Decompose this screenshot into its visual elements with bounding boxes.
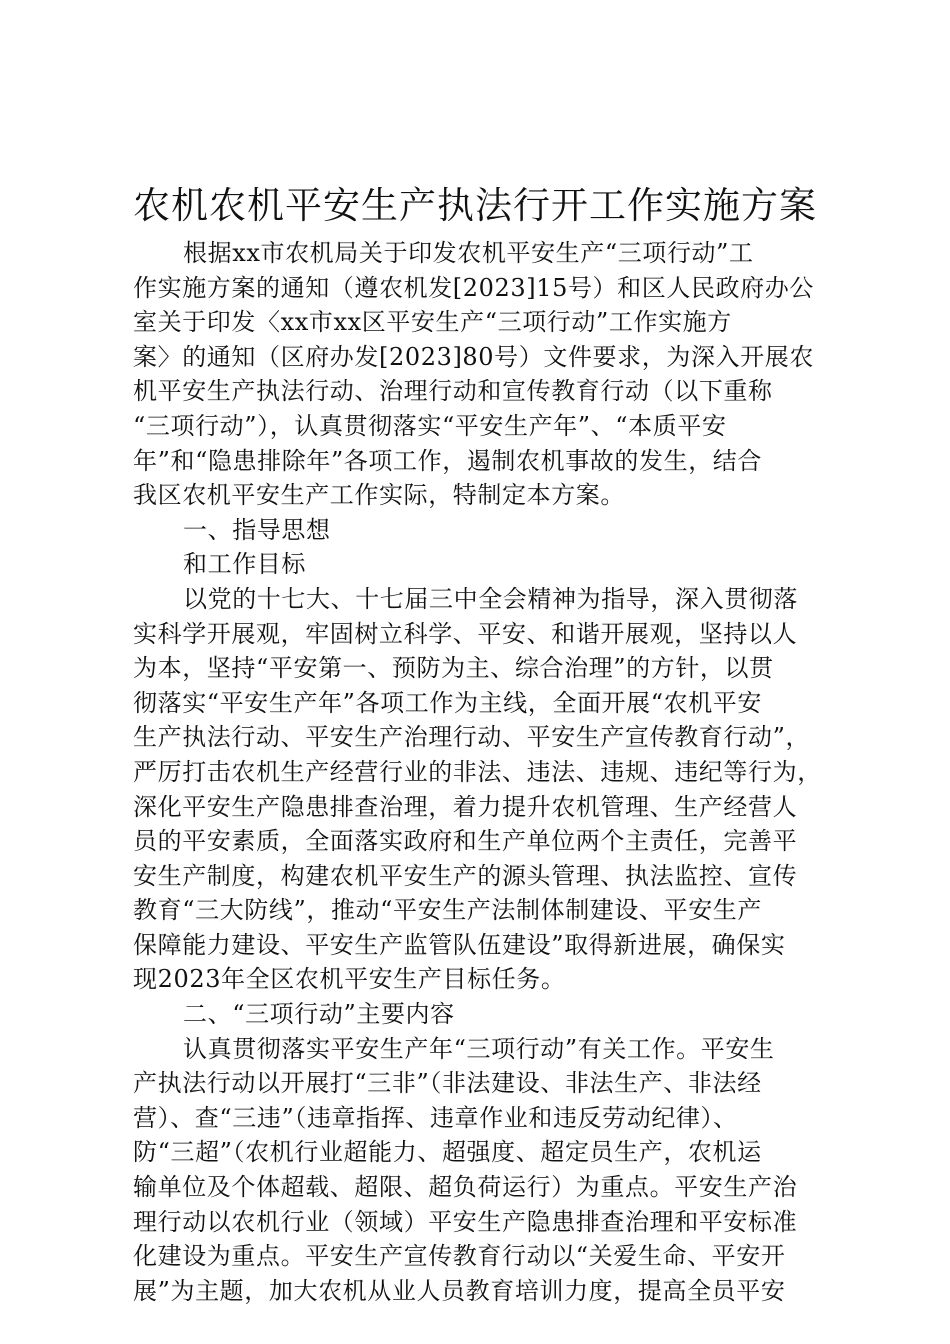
text-line: 营）、查“三违”（违章指挥、违章作业和违反劳动纪律）、 xyxy=(133,1103,738,1132)
document-title: 农机农机平安生产执法行开工作实施方案 xyxy=(133,184,817,227)
text-line: 教育“三大防线”，推动“平安生产法制体制建设、平安生产 xyxy=(133,896,763,925)
text-line: 产执法行动以开展打“三非”（非法建设、非法生产、非法经 xyxy=(133,1069,762,1098)
text-line: 作实施方案的通知（遵农机发[2023]15号）和区人民政府办公 xyxy=(133,273,814,302)
text-line: 为本，坚持“平安第一、预防为主、综合治理”的方针，以贯 xyxy=(133,654,774,683)
text-line: 实科学开展观，牢固树立科学、平安、和谐开展观，坚持以人 xyxy=(133,619,798,648)
text-line: 案〉的通知（区府办发[2023]80号）文件要求，为深入开展农 xyxy=(133,342,814,371)
text-line: 年”和“隐患排除年”各项工作，遏制农机事故的发生，结合 xyxy=(133,446,763,475)
text-line: 化建设为重点。平安生产宣传教育行动以“关爱生命、平安开 xyxy=(133,1242,786,1271)
text-line: 我区农机平安生产工作实际，特制定本方案。 xyxy=(133,481,625,510)
text-line: 安生产制度，构建农机平安生产的源头管理、执法监控、宣传 xyxy=(133,861,798,890)
text-line: 二、“三项行动”主要内容 xyxy=(183,1000,455,1029)
text-line: 认真贯彻落实平安生产年“三项行动”有关工作。平安生 xyxy=(183,1034,775,1063)
text-line: 深化平安生产隐患排查治理，着力提升农机管理、生产经营人 xyxy=(133,792,798,821)
text-line: “三项行动”），认真贯彻落实“平安生产年”、“本质平安 xyxy=(133,411,727,440)
text-line: 根据xx市农机局关于印发农机平安生产“三项行动”工 xyxy=(183,239,754,267)
text-line: 展”为主题，加大农机从业人员教育培训力度，提高全员平安 xyxy=(133,1276,786,1305)
text-line: 一、指导思想 xyxy=(183,515,331,544)
text-line: 彻落实“平安生产年”各项工作为主线，全面开展“农机平安 xyxy=(133,688,763,717)
text-line: 保障能力建设、平安生产监管队伍建设”取得新进展，确保实 xyxy=(133,930,786,959)
text-line: 室关于印发〈xx市xx区平安生产“三项行动”工作实施方 xyxy=(133,308,732,337)
text-line: 机平安生产执法行动、治理行动和宣传教育行动（以下重称 xyxy=(133,377,773,406)
text-line: 严厉打击农机生产经营行业的非法、违法、违规、违纪等行为， xyxy=(133,757,822,786)
text-line: 员的平安素质，全面落实政府和生产单位两个主责任，完善平 xyxy=(133,827,798,856)
text-line: 生产执法行动、平安生产治理行动、平安生产宣传教育行动”， xyxy=(133,723,811,752)
text-line: 防“三超”（农机行业超能力、超强度、超定员生产，农机运 xyxy=(133,1138,762,1167)
document-body xyxy=(133,236,833,1308)
text-line: 现2023年全区农机平安生产目标任务。 xyxy=(133,965,566,994)
text-line: 以党的十七大、十七届三中全会精神为指导，深入贯彻落 xyxy=(183,584,798,613)
text-line: 和工作目标 xyxy=(183,550,306,579)
text-line: 理行动以农机行业（领域）平安生产隐患排查治理和平安标准 xyxy=(133,1207,798,1236)
text-line: 输单位及个体超载、超限、超负荷运行）为重点。平安生产治 xyxy=(133,1173,798,1202)
